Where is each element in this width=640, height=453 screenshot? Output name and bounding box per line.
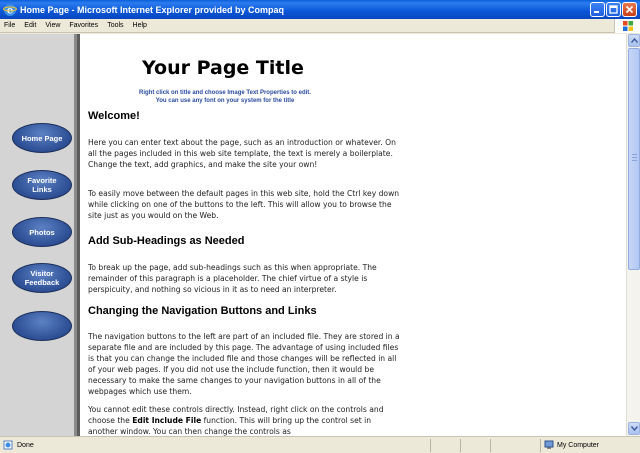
sidebar-border bbox=[77, 34, 80, 436]
nav-button-photos[interactable]: Photos bbox=[12, 217, 72, 247]
status-divider bbox=[430, 439, 431, 452]
svg-text:e: e bbox=[6, 5, 14, 16]
scroll-grip-line bbox=[632, 160, 637, 161]
minimize-icon bbox=[593, 5, 602, 14]
title-hint-line2: You can use any font on your system for the title bbox=[155, 98, 295, 104]
my-computer-icon bbox=[544, 440, 554, 450]
status-divider bbox=[490, 439, 491, 452]
page-viewport[interactable] bbox=[0, 34, 626, 436]
scroll-down-button[interactable] bbox=[628, 422, 640, 435]
nav-buttons-heading: Changing the Navigation Buttons and Links bbox=[88, 305, 317, 317]
edit-controls-paragraph bbox=[88, 404, 400, 436]
subheading-heading: Add Sub-Headings as Needed bbox=[88, 235, 245, 247]
menu-file[interactable]: File bbox=[4, 22, 16, 29]
nav-button-empty[interactable] bbox=[12, 311, 72, 341]
welcome-heading: Welcome! bbox=[88, 110, 140, 122]
page-title: Your Page Title bbox=[142, 57, 304, 79]
window-controls bbox=[590, 2, 637, 17]
vertical-scrollbar[interactable] bbox=[626, 34, 640, 436]
edit-controls-text-a: You cannot edit these controls directly. Instead, right click on the controls and choose the bbox=[88, 405, 384, 425]
chevron-up-icon bbox=[631, 38, 638, 43]
zone-label: My Computer bbox=[557, 441, 600, 449]
main-content bbox=[88, 34, 398, 436]
scrollbar-thumb[interactable] bbox=[628, 48, 640, 270]
scroll-up-button[interactable] bbox=[628, 34, 640, 47]
menu-edit[interactable]: Edit bbox=[24, 22, 37, 29]
subheading-paragraph: To break up the page, add sub-headings such as this when appropriate. The remainder of this paragraph is a placeholder. The chief virtue of a style is perspicuity, and nothing so vicious in it as to need an interpreter. bbox=[88, 263, 377, 294]
page-done-icon bbox=[3, 440, 13, 450]
minimize-button[interactable] bbox=[590, 2, 605, 17]
title-hint bbox=[106, 89, 344, 105]
status-text: Done bbox=[17, 441, 34, 449]
menu-bar bbox=[0, 19, 640, 33]
menu-help[interactable]: Help bbox=[132, 22, 147, 29]
close-icon bbox=[625, 5, 634, 14]
window-title: Home Page - Microsoft Internet Explorer provided by Compaq bbox=[20, 4, 285, 15]
title-bar[interactable] bbox=[0, 0, 640, 19]
internet-explorer-icon bbox=[3, 3, 17, 17]
nav-button-visitor-feedback[interactable]: Visitor Feedback bbox=[12, 263, 72, 293]
chevron-down-icon bbox=[631, 426, 638, 431]
scroll-grip-line bbox=[632, 157, 637, 158]
intro-paragraph: Here you can enter text about the page, such as an introduction or whatever. On all the pages included in this web site template, the text is merely a boilerplate. Change the text, add graphics, and make the site your own! bbox=[88, 138, 396, 169]
title-hint-line1: Right click on title and choose Image Text Properties to edit. bbox=[139, 90, 311, 96]
nav-button-favorite-links[interactable]: Favorite Links bbox=[12, 170, 72, 200]
navigation-tip-paragraph: To easily move between the default pages in this web site, hold the Ctrl key down while clicking on one of the buttons to the left. This will allow you to browse the site just as you would on the Web. bbox=[88, 189, 400, 220]
windows-logo-icon bbox=[614, 19, 640, 33]
maximize-button[interactable] bbox=[606, 2, 621, 17]
nav-button-home-page[interactable]: Home Page bbox=[12, 123, 72, 153]
navigation-sidebar bbox=[0, 34, 77, 436]
menu-view[interactable]: View bbox=[45, 22, 61, 29]
maximize-icon bbox=[609, 5, 618, 14]
include-file-paragraph: The navigation buttons to the left are part of an included file. They are stored in a separate file and are included by this page. The advantage of using included files is that you can change the included file and those changes will be reflected in all of your web pages. If you did not use the include function, then it would be necessary to make the same changes to your navigation buttons in all of the webpages which use them. bbox=[88, 332, 400, 396]
scroll-grip-line bbox=[632, 154, 637, 155]
menu-favorites[interactable]: Favorites bbox=[69, 22, 99, 29]
security-zone[interactable] bbox=[544, 440, 599, 450]
edit-include-file-bold: Edit Include File bbox=[132, 416, 202, 425]
status-divider bbox=[460, 439, 461, 452]
menu-tools[interactable]: Tools bbox=[107, 22, 124, 29]
close-button[interactable] bbox=[622, 2, 637, 17]
status-bar bbox=[0, 436, 640, 453]
edit-controls-text-b: function. This will bring up the control set in another window. You can then change the controls as bbox=[88, 416, 372, 436]
status-divider bbox=[540, 439, 541, 452]
